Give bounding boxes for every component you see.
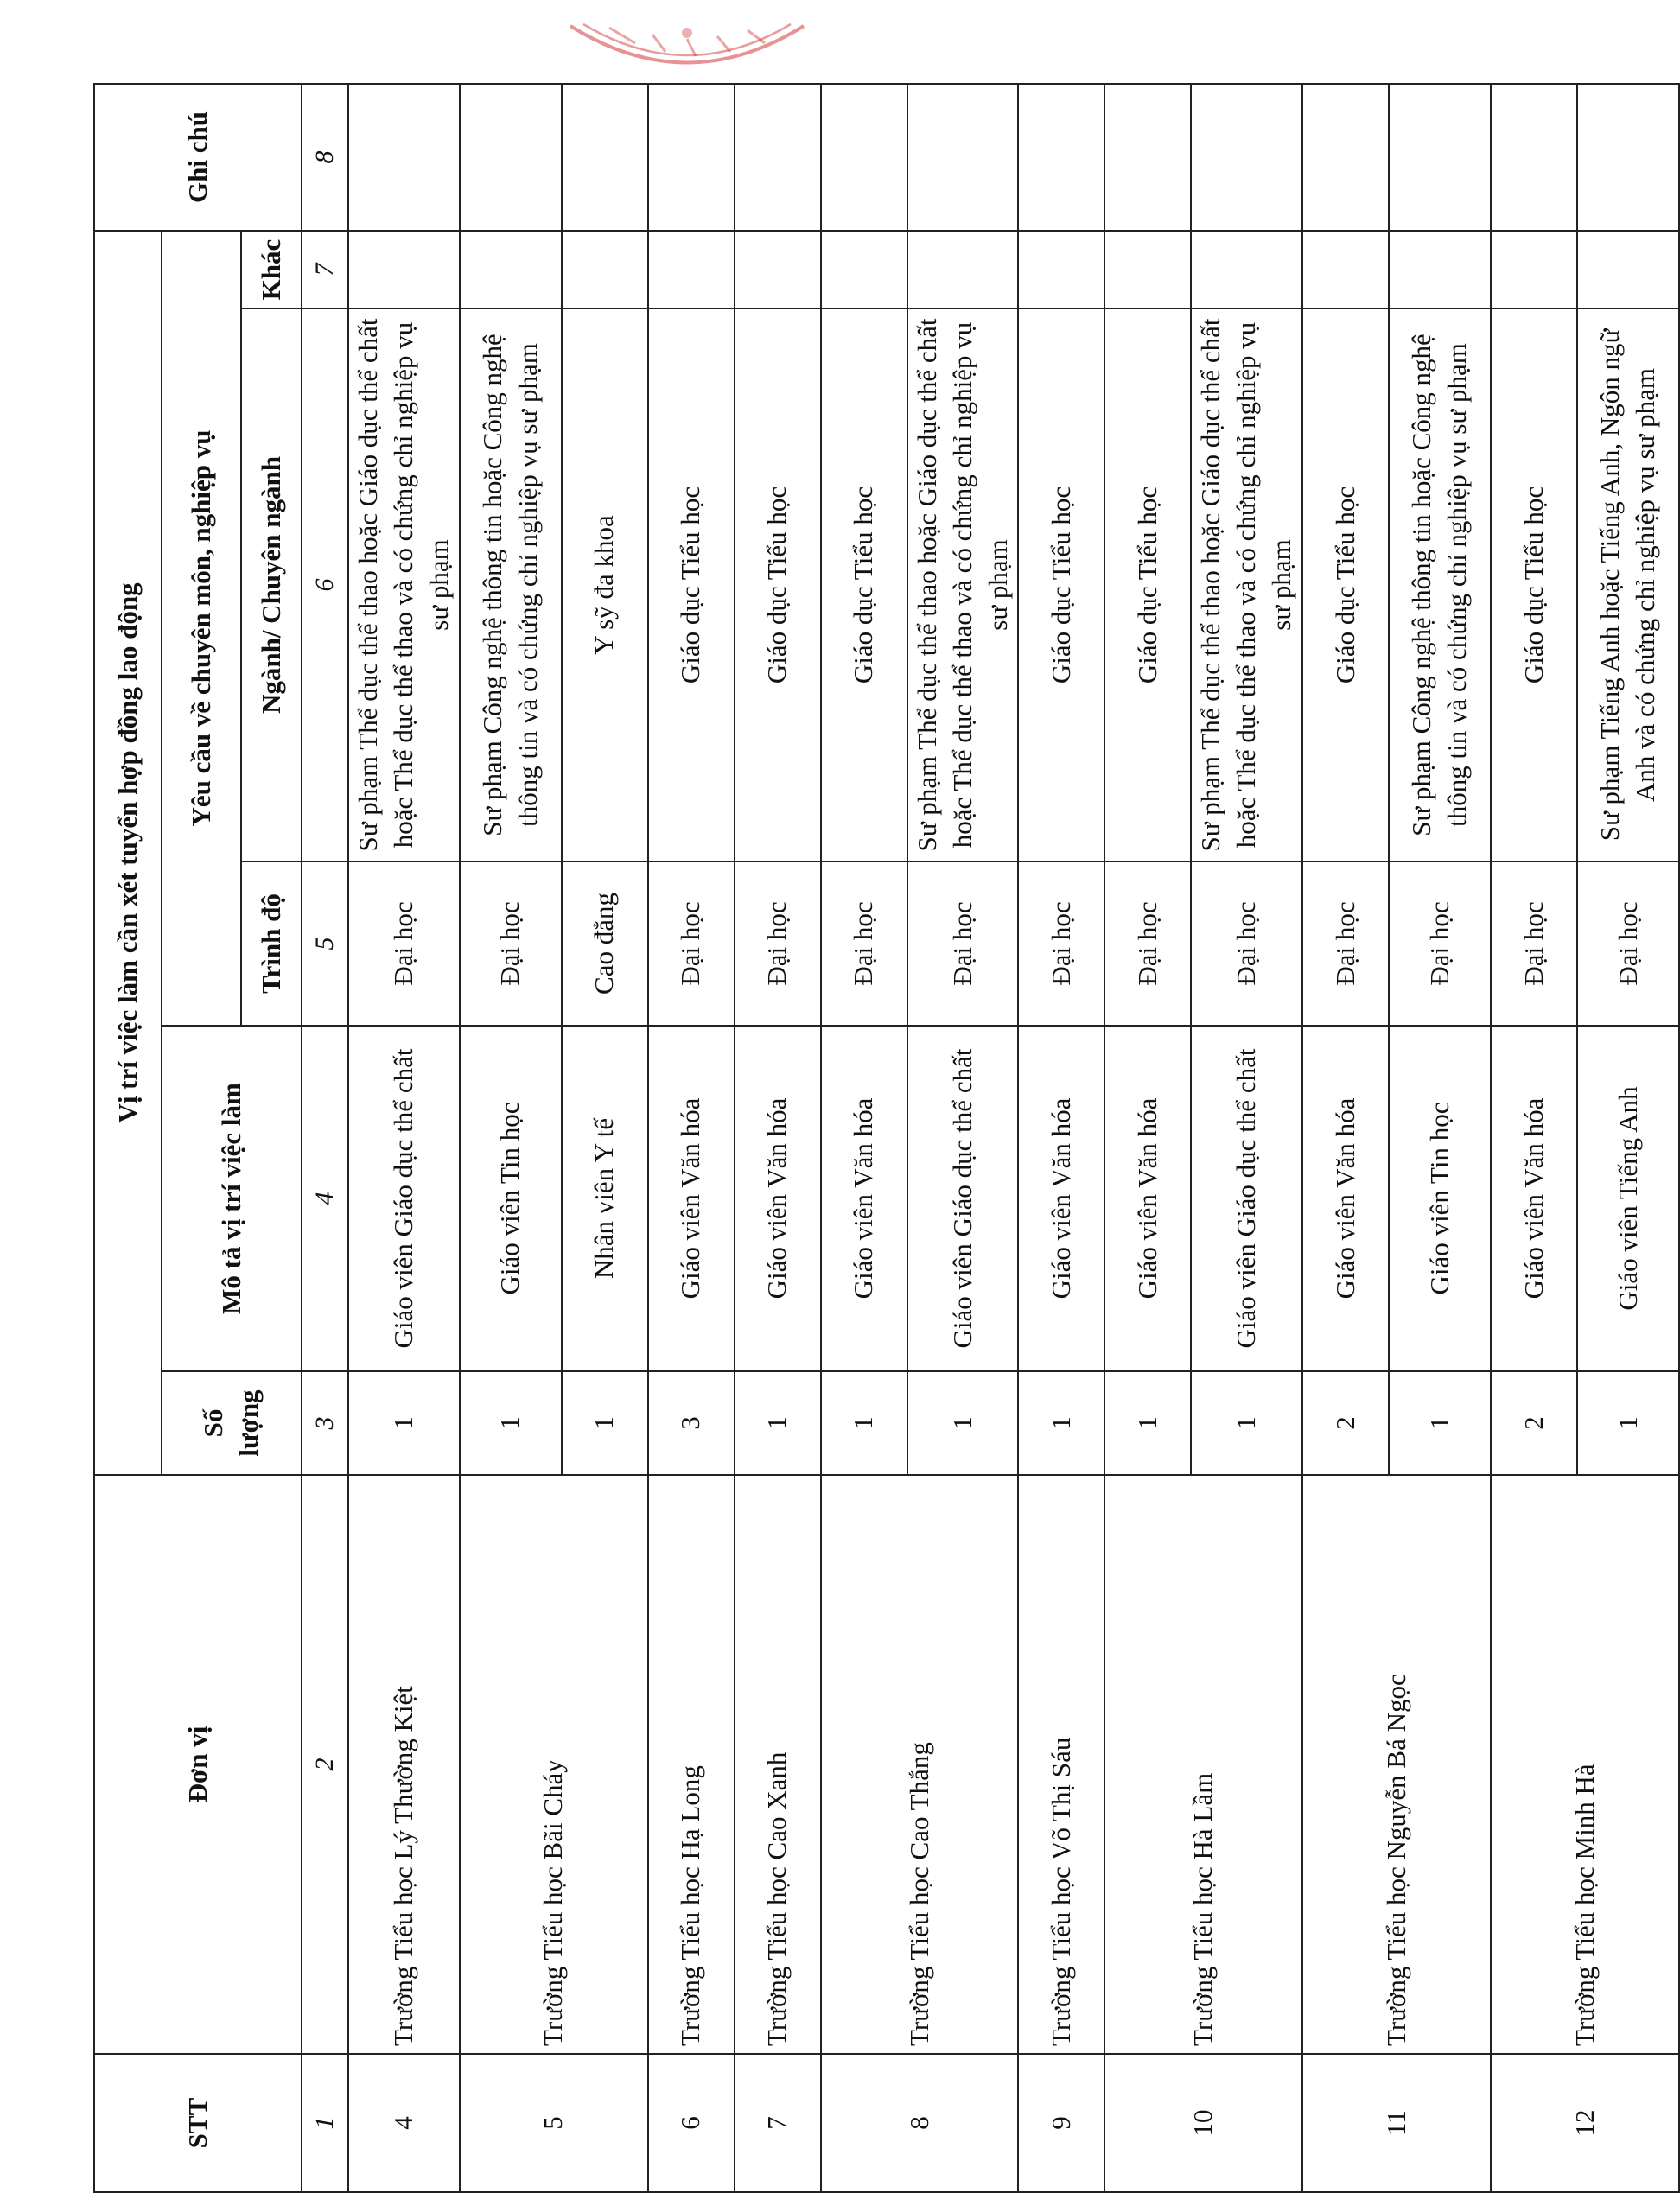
- header-row-1: [94, 84, 162, 2192]
- don-vi-cell: Trường Tiểu học Võ Thị Sáu: [1018, 1475, 1104, 2054]
- don-vi-cell: Trường Tiểu học Cao Thắng: [821, 1475, 1019, 2054]
- don-vi-cell: Trường Tiểu học Nguyễn Bá Ngọc: [1302, 1475, 1491, 2054]
- trinh-do-cell: Đại học: [1191, 861, 1302, 1026]
- stt-cell: 9: [1018, 2054, 1104, 2192]
- ghi-chu-cell: [460, 84, 562, 231]
- so-luong-cell: 2: [1491, 1371, 1577, 1475]
- header-ghi-chu: Ghi chú: [94, 84, 302, 231]
- ghi-chu-cell: [1491, 84, 1577, 231]
- trinh-do-cell: Đại học: [460, 861, 562, 1026]
- so-luong-cell: 2: [1302, 1371, 1389, 1475]
- nganh-cell: Giáo dục Tiểu học: [821, 308, 907, 861]
- header-mo-ta: Mô tả vị trí việc làm: [162, 1026, 302, 1371]
- ghi-chu-cell: [1577, 84, 1679, 231]
- nganh-cell: Giáo dục Tiểu học: [1491, 308, 1577, 861]
- mo-ta-cell: Giáo viên Giáo dục thể chất: [907, 1026, 1019, 1371]
- so-luong-cell: 1: [1104, 1371, 1191, 1475]
- ghi-chu-cell: [1302, 84, 1389, 231]
- trinh-do-cell: Đại học: [821, 861, 907, 1026]
- trinh-do-cell: Đại học: [1389, 861, 1491, 1026]
- don-vi-cell: Trường Tiểu học Hạ Long: [648, 1475, 735, 2054]
- stt-cell: 8: [821, 2054, 1019, 2192]
- table-row: [648, 84, 735, 2192]
- column-number: 3: [302, 1371, 348, 1475]
- nganh-cell: Sư phạm Thể dục thể thao hoặc Giáo dục thể chất hoặc Thể dục thể thao và có chứng chỉ nghiệp vụ sư phạm: [907, 308, 1019, 861]
- so-luong-cell: 1: [1018, 1371, 1104, 1475]
- mo-ta-cell: Giáo viên Văn hóa: [1018, 1026, 1104, 1371]
- header-khac: Khác: [241, 231, 302, 308]
- table-row: [1302, 84, 1389, 2192]
- stt-cell: 11: [1302, 2054, 1491, 2192]
- nganh-cell: Giáo dục Tiểu học: [1104, 308, 1191, 861]
- khac-cell: [907, 231, 1019, 308]
- column-number: 6: [302, 308, 348, 861]
- don-vi-cell: Trường Tiểu học Hà Lầm: [1104, 1475, 1302, 2054]
- ghi-chu-cell: [907, 84, 1019, 231]
- trinh-do-cell: Đại học: [1018, 861, 1104, 1026]
- nganh-cell: Sư phạm Thể dục thể thao hoặc Giáo dục thể chất hoặc Thể dục thể thao và có chứng chỉ nghiệp vụ sư phạm: [348, 308, 460, 861]
- don-vi-cell: Trường Tiểu học Bãi Cháy: [460, 1475, 648, 2054]
- mo-ta-cell: Giáo viên Tin học: [460, 1026, 562, 1371]
- nganh-cell: Sư phạm Tiếng Anh hoặc Tiếng Anh, Ngôn ngữ Anh và có chứng chỉ nghiệp vụ sư phạm: [1577, 308, 1679, 861]
- stt-cell: 6: [648, 2054, 735, 2192]
- don-vi-cell: Trường Tiểu học Lý Thường Kiệt: [348, 1475, 460, 2054]
- trinh-do-cell: Đại học: [348, 861, 460, 1026]
- column-number: 7: [302, 231, 348, 308]
- so-luong-cell: 1: [348, 1371, 460, 1475]
- mo-ta-cell: Giáo viên Văn hóa: [1104, 1026, 1191, 1371]
- nganh-cell: Y sỹ đa khoa: [562, 308, 648, 861]
- khac-cell: [1191, 231, 1302, 308]
- nganh-cell: Sư phạm Công nghệ thông tin hoặc Công nghệ thông tin và có chứng chỉ nghiệp vụ sư phạm: [1389, 308, 1491, 861]
- table-row: [735, 84, 821, 2192]
- mo-ta-cell: Giáo viên Văn hóa: [648, 1026, 735, 1371]
- header-nganh: Ngành/ Chuyên ngành: [241, 308, 302, 861]
- ghi-chu-cell: [648, 84, 735, 231]
- don-vi-cell: Trường Tiểu học Minh Hà: [1491, 1475, 1679, 2054]
- mo-ta-cell: Giáo viên Tin học: [1389, 1026, 1491, 1371]
- stt-cell: 4: [348, 2054, 460, 2192]
- so-luong-cell: 1: [821, 1371, 907, 1475]
- nganh-cell: Sư phạm Công nghệ thông tin hoặc Công nghệ thông tin và có chứng chỉ nghiệp vụ sư phạm: [460, 308, 562, 861]
- so-luong-cell: 1: [907, 1371, 1019, 1475]
- table-row: [460, 84, 562, 2192]
- table-row: [1104, 84, 1191, 2192]
- so-luong-cell: 1: [1577, 1371, 1679, 1475]
- ghi-chu-cell: [348, 84, 460, 231]
- column-number: 5: [302, 861, 348, 1026]
- so-luong-cell: 1: [1191, 1371, 1302, 1475]
- mo-ta-cell: Nhân viên Y tế: [562, 1026, 648, 1371]
- trinh-do-cell: Đại học: [1302, 861, 1389, 1026]
- header-stt: STT: [94, 2054, 302, 2192]
- khac-cell: [648, 231, 735, 308]
- khac-cell: [562, 231, 648, 308]
- table-row: [821, 84, 907, 2192]
- recruitment-table: [93, 83, 1680, 2193]
- so-luong-cell: 1: [460, 1371, 562, 1475]
- header-vi-tri-group: Vị trí việc làm cần xét tuyển hợp đồng lao động: [94, 231, 162, 1475]
- nganh-cell: Giáo dục Tiểu học: [648, 308, 735, 861]
- header-so-luong: Số lượng: [162, 1371, 302, 1475]
- mo-ta-cell: Giáo viên Tiếng Anh: [1577, 1026, 1679, 1371]
- table-row: [348, 84, 460, 2192]
- trinh-do-cell: Đại học: [735, 861, 821, 1026]
- column-number-row: [302, 84, 348, 2192]
- mo-ta-cell: Giáo viên Giáo dục thể chất: [1191, 1026, 1302, 1371]
- don-vi-cell: Trường Tiểu học Cao Xanh: [735, 1475, 821, 2054]
- stt-cell: 10: [1104, 2054, 1302, 2192]
- trinh-do-cell: Đại học: [1577, 861, 1679, 1026]
- nganh-cell: Giáo dục Tiểu học: [1302, 308, 1389, 861]
- so-luong-cell: 1: [562, 1371, 648, 1475]
- table-row: [1018, 84, 1104, 2192]
- header-don-vi: Đơn vị: [94, 1475, 302, 2054]
- trinh-do-cell: Đại học: [1491, 861, 1577, 1026]
- nganh-cell: Giáo dục Tiểu học: [1018, 308, 1104, 861]
- khac-cell: [1018, 231, 1104, 308]
- table-body: [348, 84, 1679, 2192]
- nganh-cell: Giáo dục Tiểu học: [735, 308, 821, 861]
- ghi-chu-cell: [1104, 84, 1191, 231]
- header-trinh-do: Trình độ: [241, 861, 302, 1026]
- trinh-do-cell: Đại học: [648, 861, 735, 1026]
- ghi-chu-cell: [562, 84, 648, 231]
- khac-cell: [1577, 231, 1679, 308]
- trinh-do-cell: Đại học: [907, 861, 1019, 1026]
- khac-cell: [348, 231, 460, 308]
- so-luong-cell: 1: [735, 1371, 821, 1475]
- column-number: 1: [302, 2054, 348, 2192]
- so-luong-cell: 1: [1389, 1371, 1491, 1475]
- ghi-chu-cell: [735, 84, 821, 231]
- mo-ta-cell: Giáo viên Văn hóa: [1491, 1026, 1577, 1371]
- khac-cell: [1389, 231, 1491, 308]
- column-number: 8: [302, 84, 348, 231]
- khac-cell: [460, 231, 562, 308]
- nganh-cell: Sư phạm Thể dục thể thao hoặc Giáo dục thể chất hoặc Thể dục thể thao và có chứng chỉ nghiệp vụ sư phạm: [1191, 308, 1302, 861]
- mo-ta-cell: Giáo viên Văn hóa: [1302, 1026, 1389, 1371]
- khac-cell: [1302, 231, 1389, 308]
- header-yeu-cau: Yêu cầu về chuyên môn, nghiệp vụ: [162, 231, 241, 1026]
- column-number: 4: [302, 1026, 348, 1371]
- stt-cell: 12: [1491, 2054, 1679, 2192]
- mo-ta-cell: Giáo viên Giáo dục thể chất: [348, 1026, 460, 1371]
- ghi-chu-cell: [1191, 84, 1302, 231]
- khac-cell: [1104, 231, 1191, 308]
- ghi-chu-cell: [821, 84, 907, 231]
- so-luong-cell: 3: [648, 1371, 735, 1475]
- ghi-chu-cell: [1018, 84, 1104, 231]
- stt-cell: 5: [460, 2054, 648, 2192]
- ghi-chu-cell: [1389, 84, 1491, 231]
- khac-cell: [1491, 231, 1577, 308]
- trinh-do-cell: Cao đẳng: [562, 861, 648, 1026]
- table-row: [1491, 84, 1577, 2192]
- trinh-do-cell: Đại học: [1104, 861, 1191, 1026]
- mo-ta-cell: Giáo viên Văn hóa: [735, 1026, 821, 1371]
- mo-ta-cell: Giáo viên Văn hóa: [821, 1026, 907, 1371]
- stt-cell: 7: [735, 2054, 821, 2192]
- khac-cell: [821, 231, 907, 308]
- khac-cell: [735, 231, 821, 308]
- column-number: 2: [302, 1475, 348, 2054]
